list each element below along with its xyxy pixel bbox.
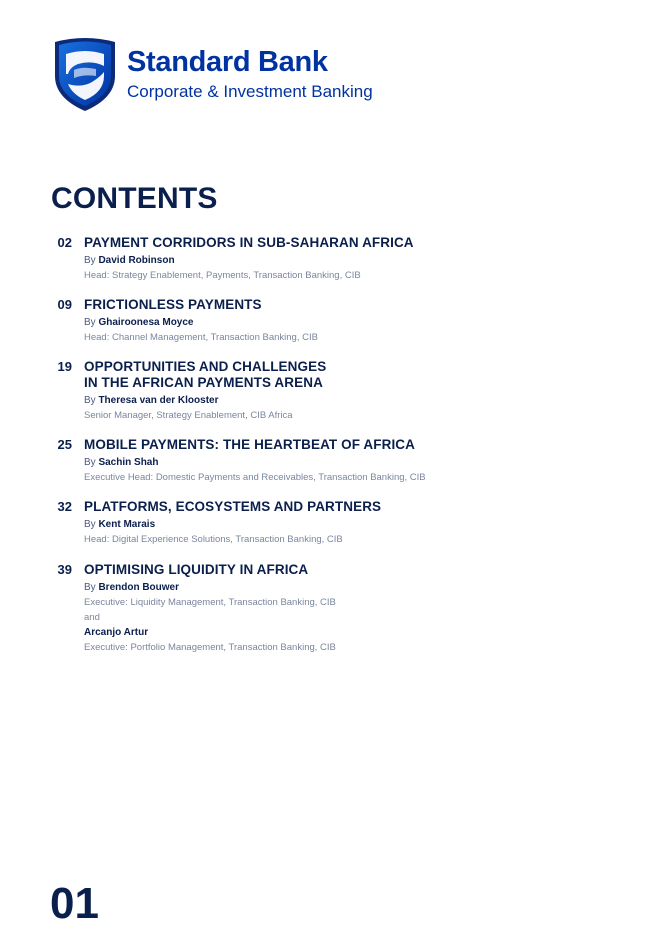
author-name: Theresa van der Klooster	[98, 395, 219, 406]
byline: By David Robinson	[84, 255, 175, 266]
byline: By Brendon Bouwer	[84, 582, 180, 593]
byline: By Sachin Shah	[84, 457, 159, 468]
second-author-name: Arcanjo Artur	[84, 627, 149, 638]
author-role: Head: Strategy Enablement, Payments, Transaction Banking, CIB	[84, 270, 361, 281]
entry-page-number: 25	[57, 437, 72, 452]
standard-bank-logo	[52, 36, 392, 116]
author-role: Executive Head: Domestic Payments and Receivables, Transaction Banking, CIB	[84, 472, 426, 483]
author-role: Head: Channel Management, Transaction Banking, CIB	[84, 332, 318, 343]
toc-entry[interactable]	[52, 359, 612, 423]
author-role: Executive: Liquidity Management, Transaction Banking, CIB	[84, 597, 336, 608]
entry-title[interactable]: PAYMENT CORRIDORS IN SUB-SAHARAN AFRICA	[84, 235, 414, 250]
toc-entry[interactable]	[52, 499, 612, 547]
entry-title[interactable]: OPTIMISING LIQUIDITY IN AFRICA	[84, 562, 309, 577]
entry-page-number: 09	[57, 297, 72, 312]
byline: By Theresa van der Klooster	[84, 395, 219, 406]
entry-title[interactable]: MOBILE PAYMENTS: THE HEARTBEAT OF AFRICA	[84, 437, 415, 452]
author-role: Head: Digital Experience Solutions, Transaction Banking, CIB	[84, 534, 343, 545]
toc-entry[interactable]	[52, 437, 612, 485]
author-name: Brendon Bouwer	[98, 582, 180, 593]
table-of-contents	[52, 235, 612, 655]
byline: By Kent Marais	[84, 519, 156, 530]
toc-entry[interactable]	[52, 562, 612, 655]
author-name: Kent Marais	[98, 519, 156, 530]
second-author-role: Executive: Portfolio Management, Transaction Banking, CIB	[84, 642, 336, 653]
contents-heading: CONTENTS	[51, 182, 218, 215]
and-separator: and	[84, 612, 100, 623]
entry-page-number: 02	[57, 235, 72, 250]
shield-logo-icon	[52, 36, 118, 112]
entry-title[interactable]: OPPORTUNITIES AND CHALLENGES IN THE AFRICAN PAYMENTS ARENA	[84, 359, 327, 390]
page-number: 01	[50, 879, 99, 928]
entry-page-number: 39	[57, 562, 72, 577]
brand-name: Standard Bank	[127, 46, 328, 78]
brand-subtitle: Corporate & Investment Banking	[127, 82, 373, 101]
toc-entry[interactable]	[52, 235, 612, 283]
entry-page-number: 19	[57, 359, 72, 374]
entry-title[interactable]: PLATFORMS, ECOSYSTEMS AND PARTNERS	[84, 499, 382, 514]
author-name: Ghairoonesa Moyce	[98, 317, 194, 328]
byline: By Ghairoonesa Moyce	[84, 317, 194, 328]
entry-page-number: 32	[57, 499, 72, 514]
author-role: Senior Manager, Strategy Enablement, CIB Africa	[84, 410, 293, 421]
author-name: David Robinson	[98, 255, 175, 266]
author-name: Sachin Shah	[98, 457, 159, 468]
toc-entry[interactable]	[52, 297, 612, 345]
entry-title[interactable]: FRICTIONLESS PAYMENTS	[84, 297, 262, 312]
